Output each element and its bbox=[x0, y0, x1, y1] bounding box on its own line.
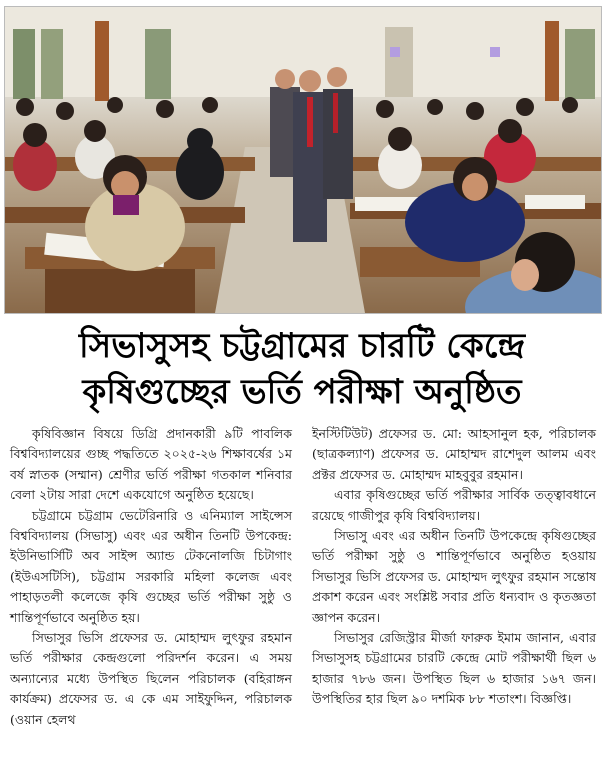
paragraph: চট্টগ্রামে চট্টগ্রাম ভেটেরিনারি ও এনিম্যাল সাইন্সেস বিশ্ববিদ্যালয় (সিভাসু) এবং এর অধীন তিনটি উপকেন্দ্র: ইউনিভার্সিটি অব সাইন্স অ্যান্ড টেকনোলজি চিটাগাং (ইউএসটিসি), চট্টগ্রাম সরকারি মহিলা কলেজ এবং পাহাড়তলী কলেজে কৃষি গুচ্ছের ভর্তি পরীক্ষা সুষ্ঠু ও শান্তিপূর্ণভাবে অনুষ্ঠিত হয়। bbox=[10, 507, 292, 625]
headline-line-1: সিভাসুসহ চট্টগ্রামের চারটি কেন্দ্রে bbox=[79, 326, 525, 366]
headline bbox=[0, 316, 604, 420]
paragraph: কৃষিবিজ্ঞান বিষয়ে ডিগ্রি প্রদানকারী ৯টি পাবলিক বিশ্ববিদ্যালয়ের গুচ্ছ পদ্ধতিতে ২০২৫-২৬ শিক্ষাবর্ষের ১ম বর্ষ স্নাতক (সম্মান) শ্রেণীর ভর্তি পরীক্ষা গতকাল শনিবার বেলা ২টায় সারা দেশে একযোগে অনুষ্ঠিত হয়েছে। bbox=[10, 426, 292, 503]
article-column-left bbox=[10, 424, 292, 764]
headline-line-2: কৃষিগুচ্ছের ভর্তি পরীক্ষা অনুষ্ঠিত bbox=[82, 372, 522, 412]
paragraph: এবার কৃষিগুচ্ছের ভর্তি পরীক্ষার সার্বিক তত্ত্বাবধানে রয়েছে গাজীপুর কৃষি বিশ্ববিদ্যালয়। bbox=[312, 487, 596, 523]
article-column-right bbox=[312, 424, 596, 764]
paragraph: সিভাসুর রেজিস্ট্রার মীর্জা ফারুক ইমাম জানান, এবার সিভাসুসহ চট্টগ্রামের চারটি কেন্দ্রে মোট পরীক্ষার্থী ছিল ৬ হাজার ৭৮৬ জন। উপস্থিত ছিল ৬ হাজার ১৬৭ জন। উপস্থিতির হার ছিল ৯০ দশমিক ৮৮ শতাংশ। বিজ্ঞপ্তি। bbox=[312, 630, 596, 707]
paragraph: সিভাসু এবং এর অধীন তিনটি উপকেন্দ্রে কৃষিগুচ্ছের ভর্তি পরীক্ষা সুষ্ঠু ও শান্তিপূর্ণভাবে অনুষ্ঠিত হওয়ায় সিভাসুর ভিসি প্রফেসর ড. মোহাম্মদ লুৎফুর রহমান সন্তোষ প্রকাশ করেন এবং সংশ্লিষ্ট সবার প্রতি ধন্যবাদ ও কৃতজ্ঞতা জ্ঞাপন করেন। bbox=[312, 528, 596, 625]
paragraph: সিভাসুর ভিসি প্রফেসর ড. মোহাম্মদ লুৎফুর রহমান ভর্তি পরীক্ষার কেন্দ্রগুলো পরিদর্শন করেন। এ সময় অন্যান্যের মধ্যে উপস্থিত ছিলেন পরিচালক (বহিরাঙ্গন কার্যক্রম) প্রফেসর ড. এ কে এম সাইফুদ্দিন, পরিচালক (ওয়ান হেলথ bbox=[10, 630, 292, 727]
paragraph: ইনস্টিটিউট) প্রফেসর ড. মো: আহসানুল হক, পরিচালক (ছাত্রকল্যাণ) প্রফেসর ড. মোহাম্মদ রাশেদুল আলম এবং প্রক্টর প্রফেসর ড. মোহাম্মদ মাহবুবুর রহমান। bbox=[312, 426, 596, 482]
exam-hall-photo bbox=[4, 6, 602, 314]
exam-hall-illustration bbox=[5, 7, 601, 313]
